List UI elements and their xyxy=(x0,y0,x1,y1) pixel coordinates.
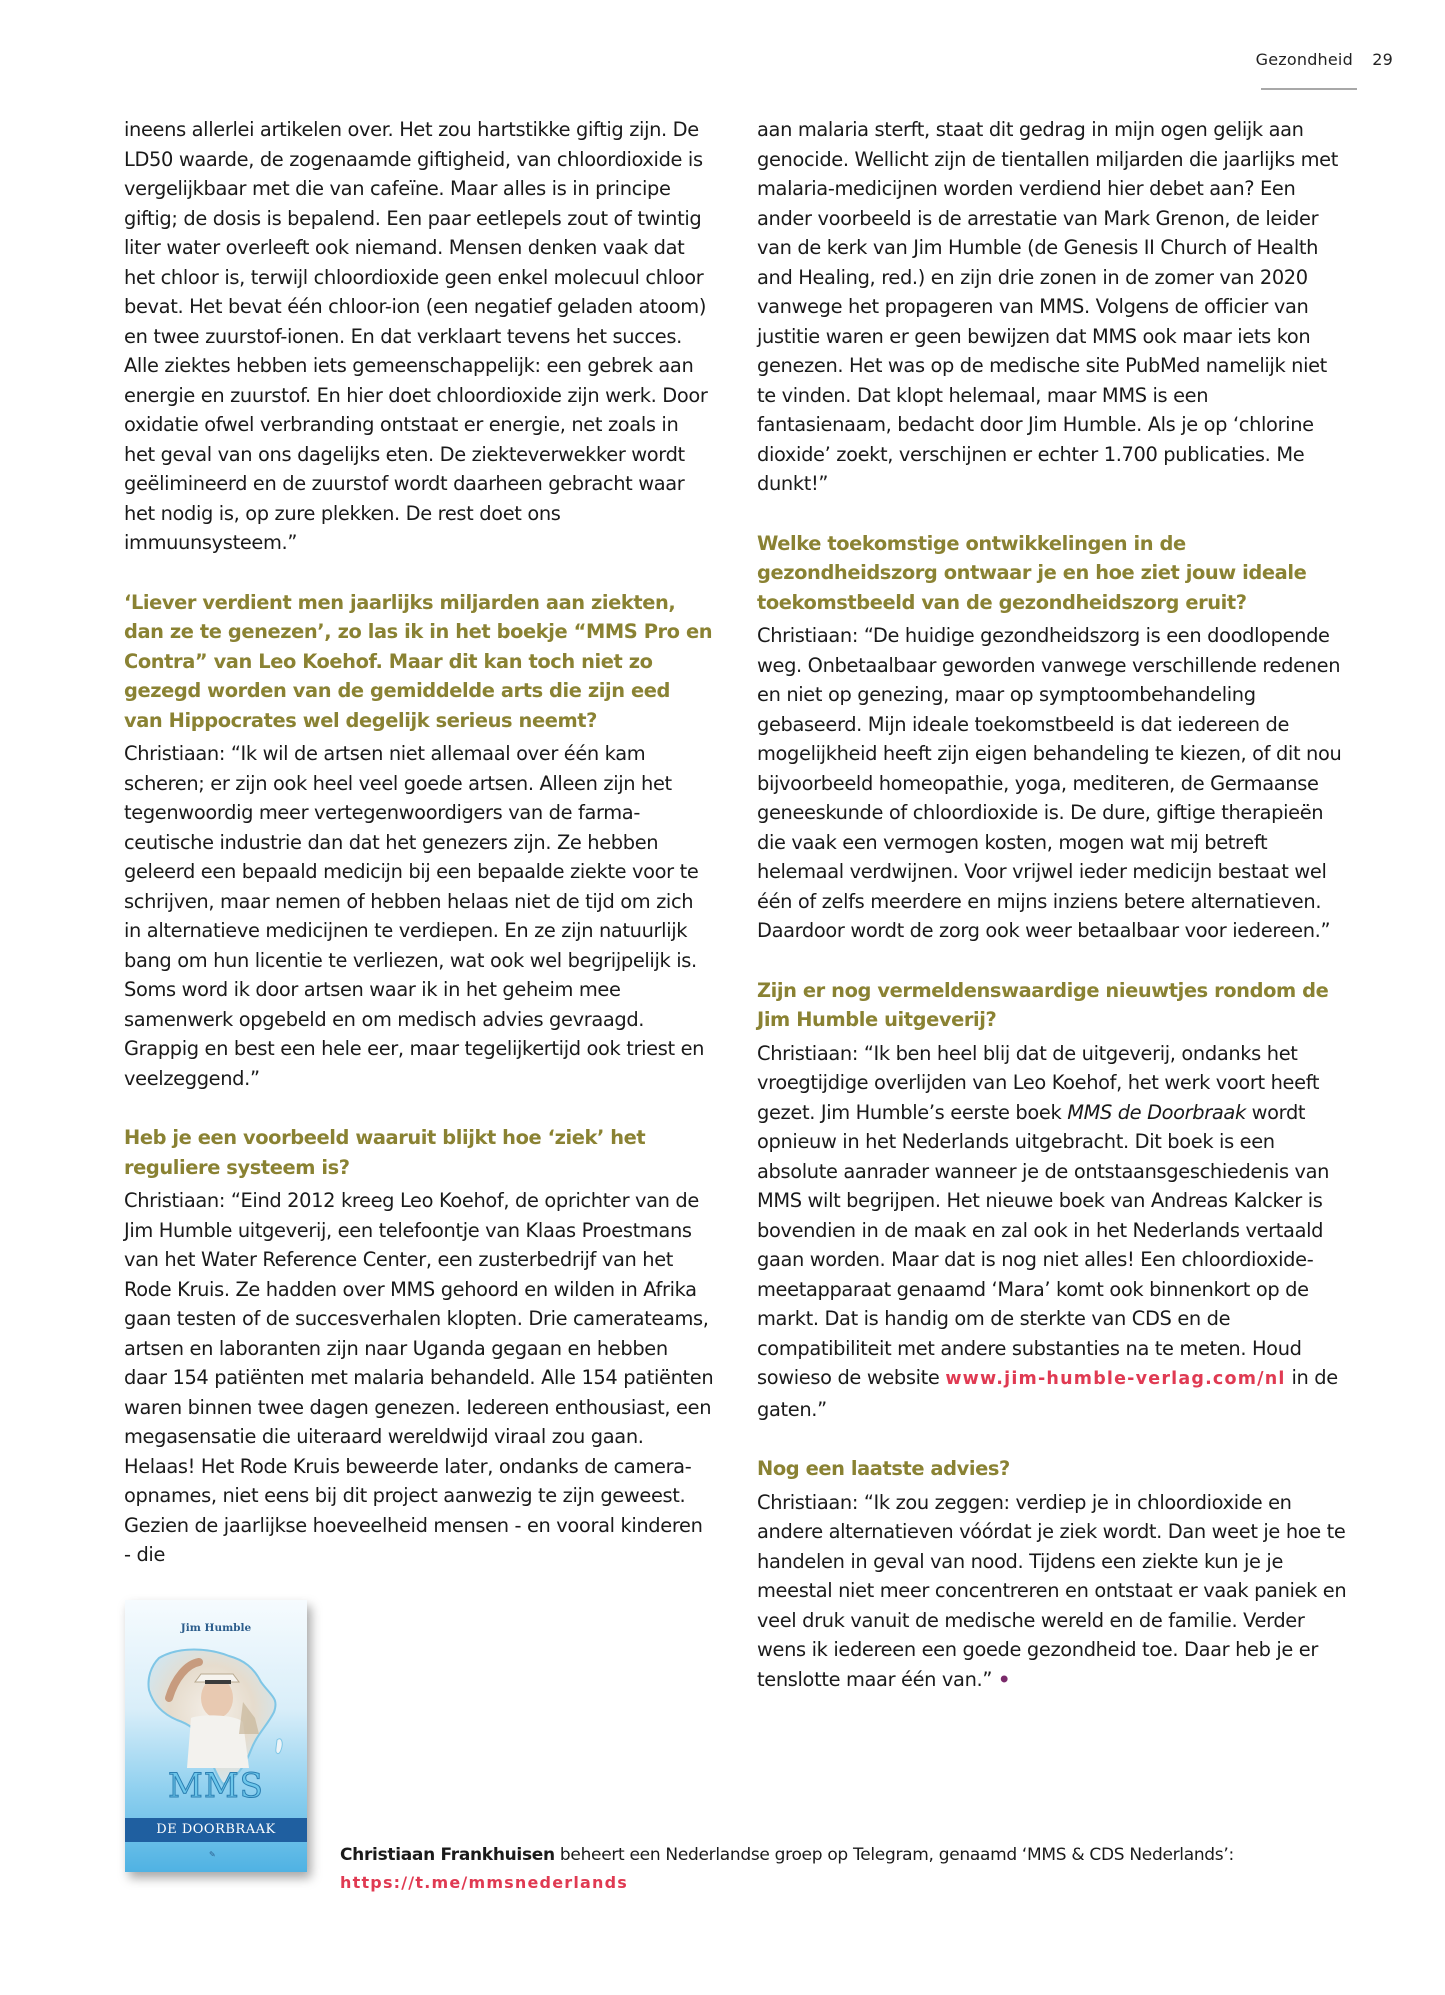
interview-answer: Christiaan: “Eind 2012 kreeg Leo Koehof, de oprichter van de Jim Humble uitgeverij, een telefoontje van Klaas Proestmans van het Water Reference Center, een zusterbedrijf van het Rode Kruis. Ze hadden over MMS gehoord en wilden in Afrika gaan testen of de succesverhalen klopten. Drie camerateams, artsen en laboranten zijn naar Uganda gegaan en hebben daar 154 patiënten met malaria behandeld. Alle 154 patiënten waren binnen twee dagen genezen. Iedereen enthousiast, een megasensatie die uiteraard wereldwijd viraal zou gaan. Helaas! Het Rode Kruis beweerde later, ondanks de camera-opnames, niet eens bij dit project aanwezig te zijn geweest. Gezien de jaarlijkse hoeveelheid mensen - en vooral kinderen - die xyxy=(124,1189,714,1566)
book-title-italic: MMS de Doorbraak xyxy=(1067,1100,1246,1124)
interview-question: Zijn er nog vermeldenswaardige nieuwtjes rondom de Jim Humble uitgeverij? xyxy=(757,978,1329,1031)
answer-text: Christiaan: “Ik zou zeggen: verdiep je in chloordioxide en andere alternatieven vóórdat je ziek wordt. Dan weet je hoe te handelen in geval van nood. Tijdens een ziekte kun je je meestal niet meer concentreren en ontstaat er vaak paniek en veel druk vanuit de medische wereld en de familie. Verder wens ik iedereen een goede gezondheid toe. Daar heb je er tenslotte maar één van.” xyxy=(757,1490,1347,1691)
answer-text: wordt opnieuw in het Nederlands uitgebracht. Dit boek is een absolute aanrader wanneer je de ontstaansgeschiedenis van MMS wilt begrijpen. Het nieuwe boek van Andreas Kalcker is bovendien in de maak en zal ook in het Nederlands vertaald gaan worden. Maar dat is nog niet alles! Een chloordioxide-meetapparaat genaamd ‘Mara’ komt ook binnenkort op de markt. Dat is handig om de sterkte van CDS en de compatibiliteit met andere substanties na te meten. Houd sowieso de website xyxy=(757,1100,1330,1389)
book-subtitle-band: DE DOORBRAAK xyxy=(125,1818,307,1842)
interview-question: Welke toekomstige ontwikkelingen in de gezondheidszorg ontwaar je en hoe ziet jouw ideale toekomstbeeld van de gezondheidszorg eruit? xyxy=(757,531,1307,614)
interview-question: Nog een laatste advies? xyxy=(757,1457,1010,1480)
body-paragraph: aan malaria sterft, staat dit gedrag in mijn ogen gelijk aan genocide. Wellicht zijn de tientallen miljarden die jaarlijks met malaria-medicijnen worden verdiend hier debet aan? Een ander voorbeeld is de arrestatie van Mark Grenon, de leider van de kerk van Jim Humble (de Genesis II Church of Health and Healing, red.) en zijn drie zonen in de zomer van 2020 vanwege het propageren van MMS. Volgens de officier van justitie waren er geen bewijzen dat MMS ook maar iets kon genezen. Het was op de medische site PubMed namelijk niet te vinden. Dat klopt helemaal, maar MMS is een fantasienaam, bedacht door Jim Humble. Als je op ‘chlorine dioxide’ zoekt, verschijnen er echter 1.700 publicaties. Me dunkt!” xyxy=(757,118,1339,495)
book-title: MMS xyxy=(168,1766,264,1806)
website-link[interactable]: www.jim-humble-verlag.com/nl xyxy=(945,1369,1286,1389)
interview-answer: Christiaan: “De huidige gezondheidszorg is een doodlopende weg. Onbetaalbaar geworden vanwege verschillende redenen en niet op genezing, maar op symptoombehandeling gebaseerd. Mijn ideale toekomstbeeld is dat iedereen de mogelijkheid heeft zijn eigen behandeling te kiezen, of dit nou bijvoorbeeld homeopathie, yoga, mediteren, de Germaanse geneeskunde of chloordioxide is. De dure, giftige therapieën die vaak een vermogen kosten, mogen wat mij betreft helemaal verdwijnen. Voor vrijwel ieder medicijn bestaat wel één of zelfs meerdere en mijns inziens betere alternatieven. Daardoor wordt de zorg ook weer betaalbaar voor iedereen.” xyxy=(757,624,1342,942)
running-header xyxy=(1256,50,1393,69)
bio-name: Christiaan Frankhuisen xyxy=(340,1845,555,1865)
section-title: Gezondheid xyxy=(1255,50,1353,69)
author-bio xyxy=(340,1842,1234,1897)
left-column xyxy=(124,115,714,1570)
publisher-logo-icon: ✎ xyxy=(209,1850,216,1859)
header-rule xyxy=(1261,88,1357,90)
interview-question: ‘Liever verdient men jaarlijks miljarden aan ziekten, dan ze te genezen’, zo las ik in het boekje “MMS Pro en Contra” van Leo Koehof. Maar dit kan toch niet zo gezegd worden van de gemiddelde arts die zijn eed van Hippocrates wel degelijk serieus neemt? xyxy=(124,590,713,732)
interview-answer: Christiaan: “Ik wil de artsen niet allemaal over één kam scheren; er zijn ook heel veel goede artsen. Alleen zijn het tegenwoordig meer vertegenwoordigers van de farmaceutische industrie dan dat het genezers zijn. Ze hebben geleerd een bepaald medicijn bij een bepaalde ziekte voor te schrijven, maar nemen of hebben helaas niet de tijd om zich in alternatieve medicijnen te verdiepen. En ze zijn natuurlijk bang om hun licentie te verliezen, wat ook wel begrijpelijk is. Soms word ik door artsen waar ik in het geheim mee samenwerk opgebeld en om medisch advies gevraagd. Grappig en best een hele eer, maar tegelijkertijd ook triest en veelzeggend.” xyxy=(124,742,705,1090)
end-mark-bullet: • xyxy=(998,1667,1011,1691)
interview-answer xyxy=(757,1039,1347,1425)
interview-answer xyxy=(757,1488,1347,1695)
page-number: 29 xyxy=(1372,50,1393,69)
book-author: Jim Humble xyxy=(180,1622,252,1634)
bio-text: beheert een Nederlandse groep op Telegram, genaamd ‘MMS & CDS Nederlands’: xyxy=(554,1845,1234,1865)
answer-text: Christiaan: “Ik ben heel blij dat de uitgeverij, ondanks het vroegtijdige overlijden van Leo Koehof, het werk voort heeft gezet. Jim Humble’s eerste boek xyxy=(757,1041,1320,1124)
telegram-link[interactable]: https://t.me/mmsnederlands xyxy=(340,1873,628,1892)
body-paragraph: ineens allerlei artikelen over. Het zou hartstikke giftig zijn. De LD50 waarde, de zogenaamde giftigheid, van chloordioxide is vergelijkbaar met die van cafeïne. Maar alles is in principe giftig; de dosis is bepalend. Een paar eetlepels zout of twintig liter water overleeft ook niemand. Mensen denken vaak dat het chloor is, terwijl chloordioxide geen enkel molecuul chloor bevat. Het bevat één chloor-ion (een negatief geladen atoom) en twee zuurstof-ionen. En dat verklaart tevens het succes. Alle ziektes hebben iets gemeenschappelijk: een gebrek aan energie en zuurstof. En hier doet chloordioxide zijn werk. Door oxidatie ofwel verbranding ontstaat er energie, net zoals in het geval van ons dagelijks eten. De ziekteverwekker wordt geëlimineerd en de zuurstof wordt daarheen gebracht waar het nodig is, op zure plekken. De rest doet ons immuunsysteem.” xyxy=(124,118,708,554)
bio-line xyxy=(340,1842,1234,1869)
answer-text: in de gaten.” xyxy=(757,1366,1338,1421)
book-cover-image xyxy=(125,1600,307,1872)
interview-question: Heb je een voorbeeld waaruit blijkt hoe ‘ziek’ het reguliere systeem is? xyxy=(124,1126,646,1179)
right-column xyxy=(757,115,1347,1694)
